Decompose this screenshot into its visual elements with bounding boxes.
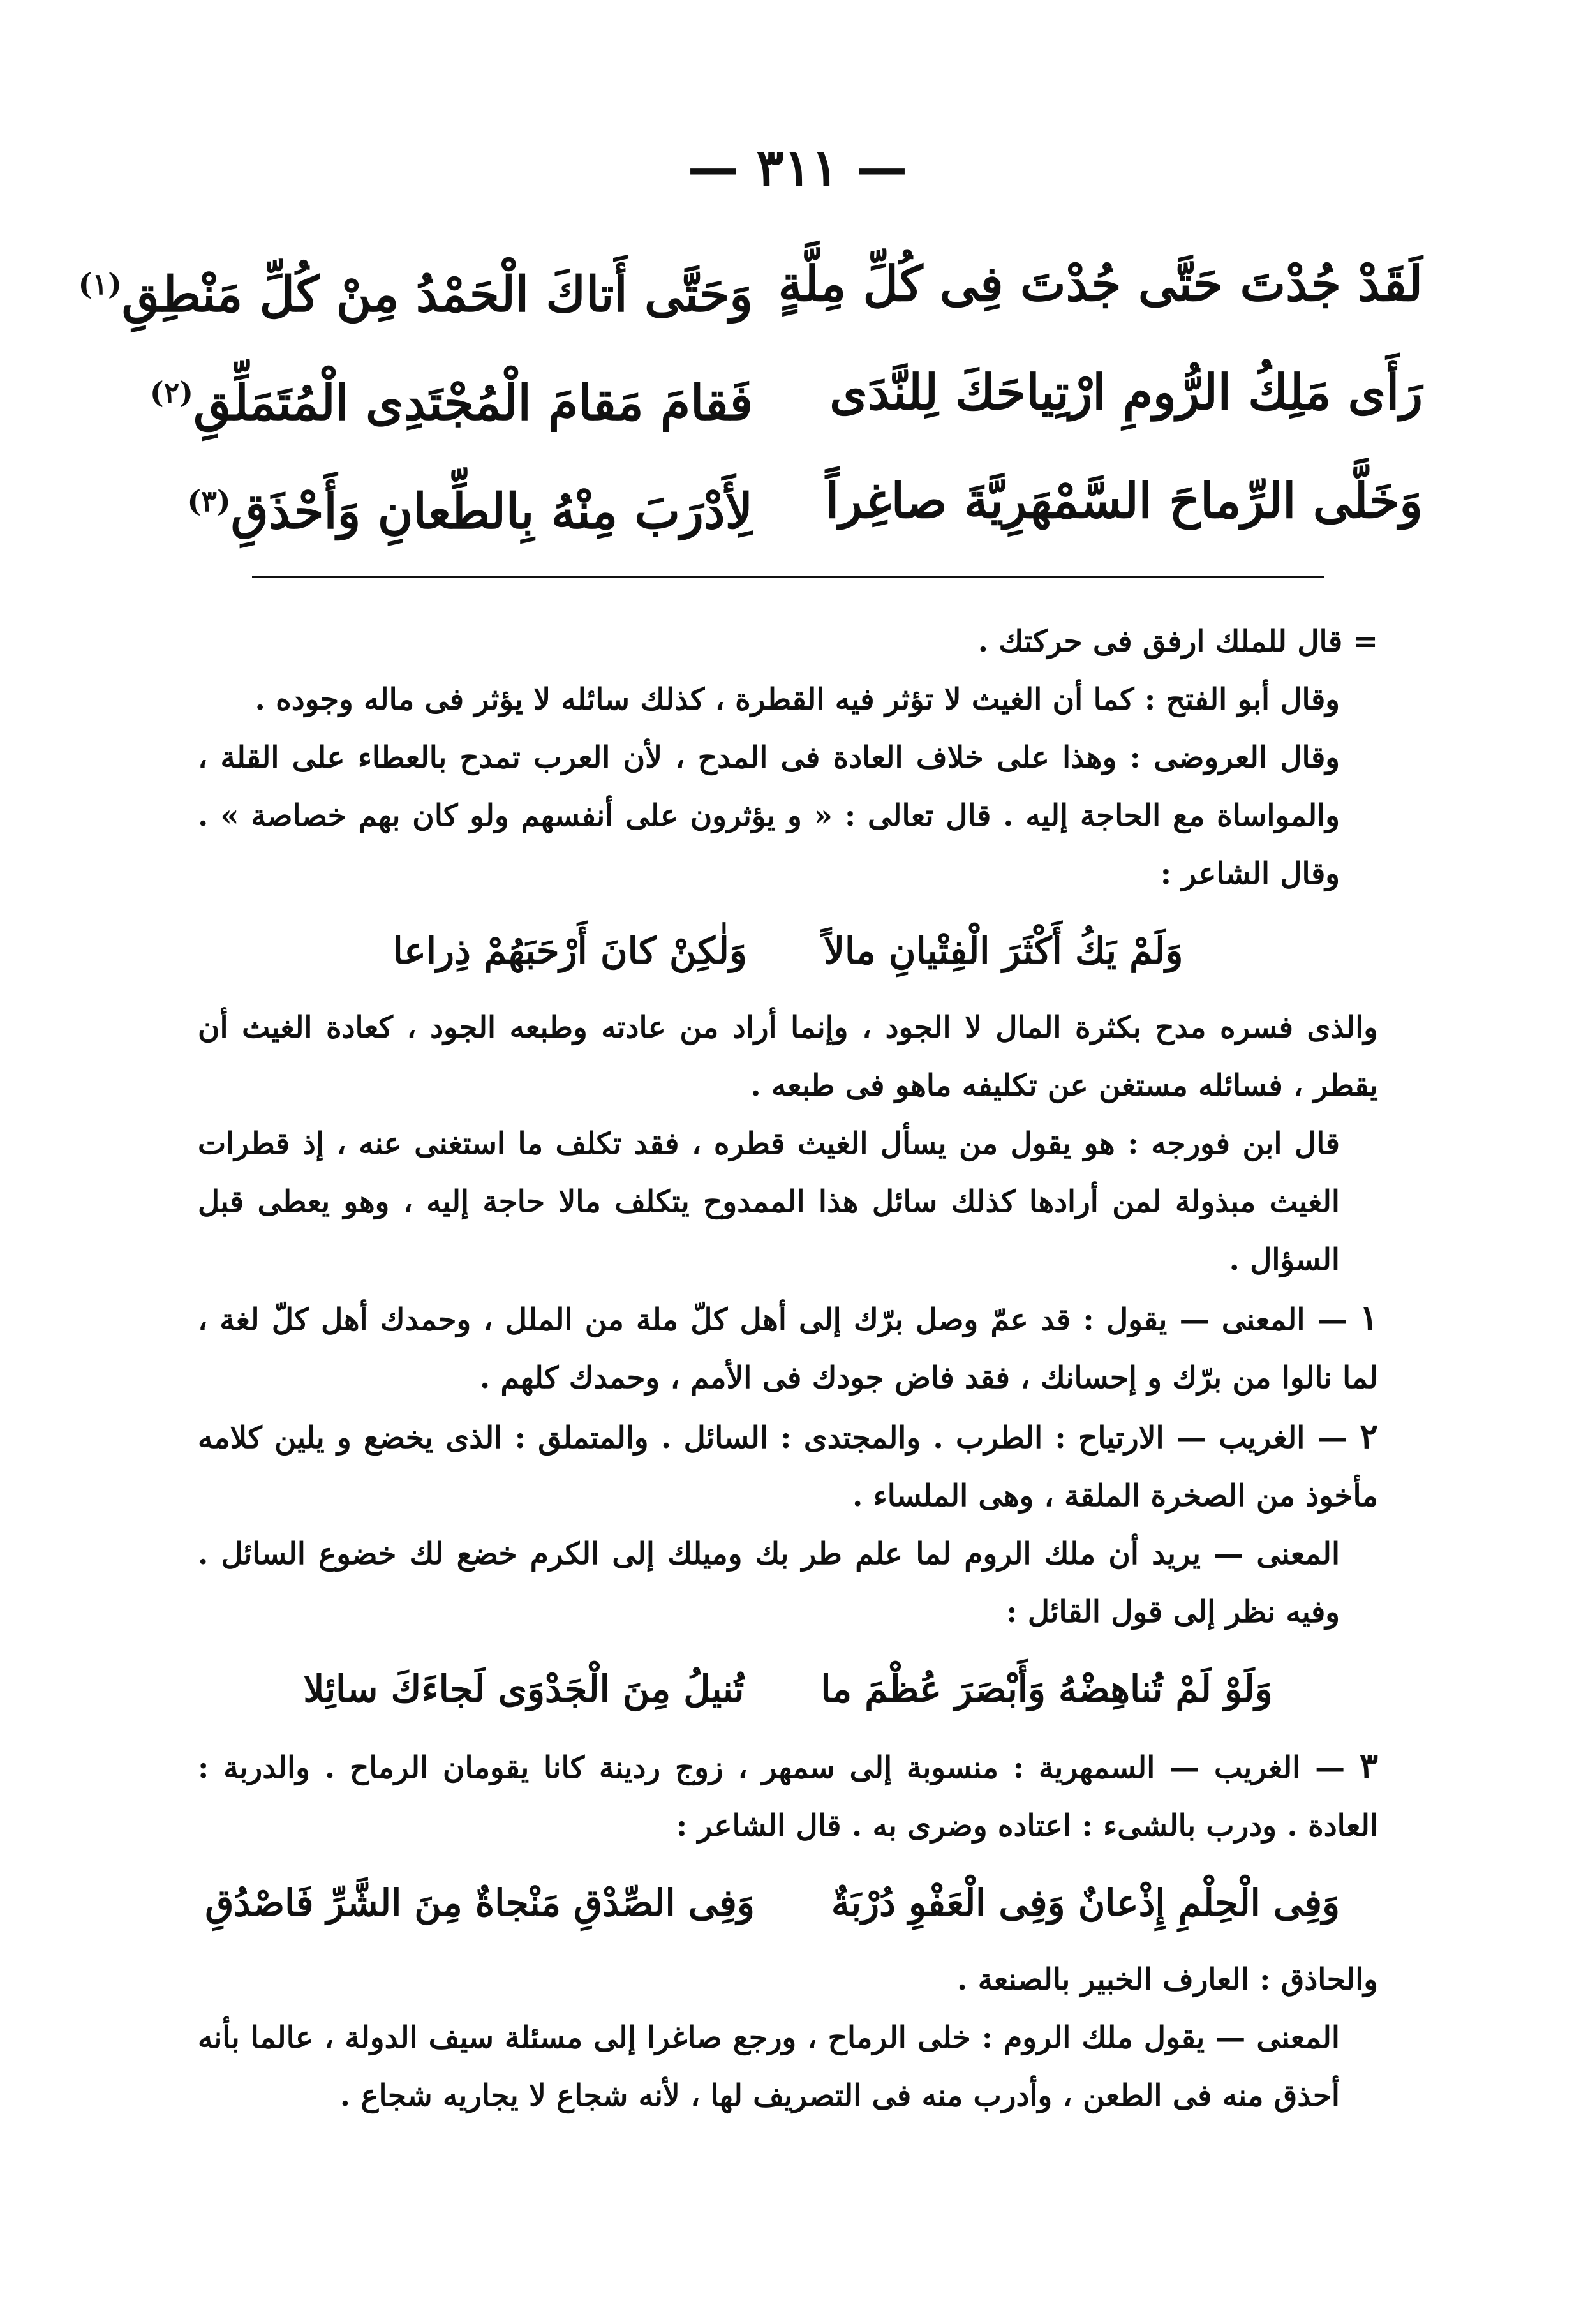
poem-verse-3 <box>172 456 1423 546</box>
footnote-marker-1: (١) <box>78 267 122 301</box>
verse-1-second-hemistich: وَحَتَّى أَتاكَ الْحَمْدُ مِنْ كُلِّ مَنْطِقِ$^{(١)}$ <box>78 265 753 323</box>
quoted-verse-b-second: تُنيلُ مِنَ الْجَدْوَى لَجاءَكَ سائِلا <box>303 1667 745 1711</box>
footnote-3-definition: والحاذق : العارف الخبير بالصنعة . <box>957 1962 1378 1997</box>
commentary-abu-al-fath: وقال أبو الفتح : كما أن الغيث لا تؤثر فيه القطرة ، كذلك سائله لا يؤثر فى ماله وجوده . <box>255 682 1340 717</box>
quoted-verse-a-first: وَلَمْ يَكُ أَكْثَرَ الْفِتْيانِ مالاً <box>823 929 1183 972</box>
footnote-1 <box>198 1289 1378 1407</box>
commentary-ibn-furraja: قال ابن فورجه : هو يقول من يسأل الغيث قطره ، فقد تكلف ما استغنى عنه ، إذ قطرات الغيث مبذولة لمن أرادها كذلك سائل هذا الممدوح يتكلف مالا حاجة إليه ، وهو يعطى قبل السؤال . <box>198 1126 1340 1277</box>
footnote-2 <box>198 1407 1378 1525</box>
verse-2-first-hemistich: رَأَى مَلِكُ الرُّومِ ارْتِياحَكَ لِلنَّدَى <box>829 364 1423 421</box>
footnote-divider <box>252 576 1324 578</box>
quoted-verse-a-second: وَلٰكِنْ كانَ أَرْحَبَهُمْ ذِراعا <box>392 929 747 972</box>
footnote-2-text: — الغريب — الارتياح : الطرب . والمجتدى : السائل . والمتملق : الذى يخضع و يلين كلامه مأخوذ من الصخرة الملقة ، وهى الملساء . <box>198 1420 1378 1514</box>
footnote-3-number: ٣ <box>1359 1745 1378 1786</box>
verse-1-first-hemistich: لَقَدْ جُدْتَ حَتَّى جُدْتَ فِى كُلِّ مِلَّةٍ <box>778 255 1423 312</box>
footnote-3 <box>198 1737 1378 1855</box>
footnote-3-meaning: المعنى — يقول ملك الروم : خلى الرماح ، ورجع صاغرا إلى مسئلة سيف الدولة ، عالما بأنه أحذق منه فى الطعن ، وأدرب منه فى التصريف لها ، لأنه شجاع لا يجاريه شجاع . <box>198 2020 1340 2113</box>
quoted-verse-b <box>198 1641 1378 1737</box>
poem-verse-1 <box>78 239 1423 329</box>
commentary-explanation: والذى فسره مدح بكثرة المال لا الجود ، وإنما أراد من عادته وطبعه الجود ، كعادة الغيث أن يقطر ، فسائله مستغن عن تكليفه ماهو فى طبعه . <box>198 1010 1378 1103</box>
footnote-1-number: ١ <box>1359 1297 1378 1338</box>
footnote-2-number: ٢ <box>1359 1415 1378 1456</box>
footnote-marker-3: (٣) <box>187 484 231 518</box>
verse-3-first-hemistich: وَخَلَّى الرِّماحَ السَّمْهَرِيَّةَ صاغِراً <box>825 472 1423 529</box>
footnote-2-meaning: المعنى — يريد أن ملك الروم لما علم طر بك وميلك إلى الكرم خضع لك خضوع السائل . وفيه نظر إلى قول القائل : <box>198 1537 1340 1630</box>
verse-2-second-hemistich: فَقامَ مَقامَ الْمُجْتَدِى الْمُتَمَلِّقِ$^{(٢)}$ <box>149 374 753 431</box>
commentary-continuation: = قال للملك ارفق فى حركتك . <box>977 624 1378 659</box>
commentary <box>198 613 1378 2125</box>
quoted-verse-c <box>198 1855 1378 1951</box>
poem-verse-2 <box>149 348 1423 437</box>
quoted-verse-a <box>198 903 1378 999</box>
commentary-al-arudi: وقال العروضى : وهذا على خلاف العادة فى المدح ، لأن العرب تمدح بالعطاء على القلة ، والمواساة مع الحاجة إليه . قال تعالى : « و يؤثرون على أنفسهم ولو كان بهم خصاصة » . وقال الشاعر : <box>198 740 1340 891</box>
page-number: — ٣١١ — <box>687 137 908 197</box>
verse-3-second-hemistich: لِأَدْرَبَ مِنْهُ بِالطِّعانِ وَأَحْذَقِ$^{(٣)}$ <box>187 482 753 540</box>
quoted-verse-c-second: وَفِى الصِّدْقِ مَنْجاةٌ مِنَ الشَّرِّ فَاصْدُقِ <box>205 1881 755 1925</box>
quoted-verse-b-first: وَلَوْ لَمْ تُناهِضْهُ وَأَبْصَرَ عُظْمَ ما <box>820 1667 1273 1711</box>
quoted-verse-c-first: وَفِى الْحِلْمِ إِذْعانٌ وَفِى الْعَفْوِ دُرْبَةٌ <box>831 1881 1340 1925</box>
footnote-1-text: — المعنى — يقول : قد عمّ وصل برّك إلى أهل كلّ ملة من الملل ، وحمدك أهل كلّ لغة ، لما نالوا من برّك و إحسانك ، فقد فاض جودك فى الأمم ، وحمدك كلهم . <box>198 1302 1378 1396</box>
footnote-3-text: — الغريب — السمهرية : منسوبة إلى سمهر ، زوج ردينة كانا يقومان الرماح . والدربة : العادة . ودرب بالشىء : اعتاده وضرى به . قال الشاعر : <box>198 1750 1378 1844</box>
footnote-marker-2: (٢) <box>149 375 194 410</box>
